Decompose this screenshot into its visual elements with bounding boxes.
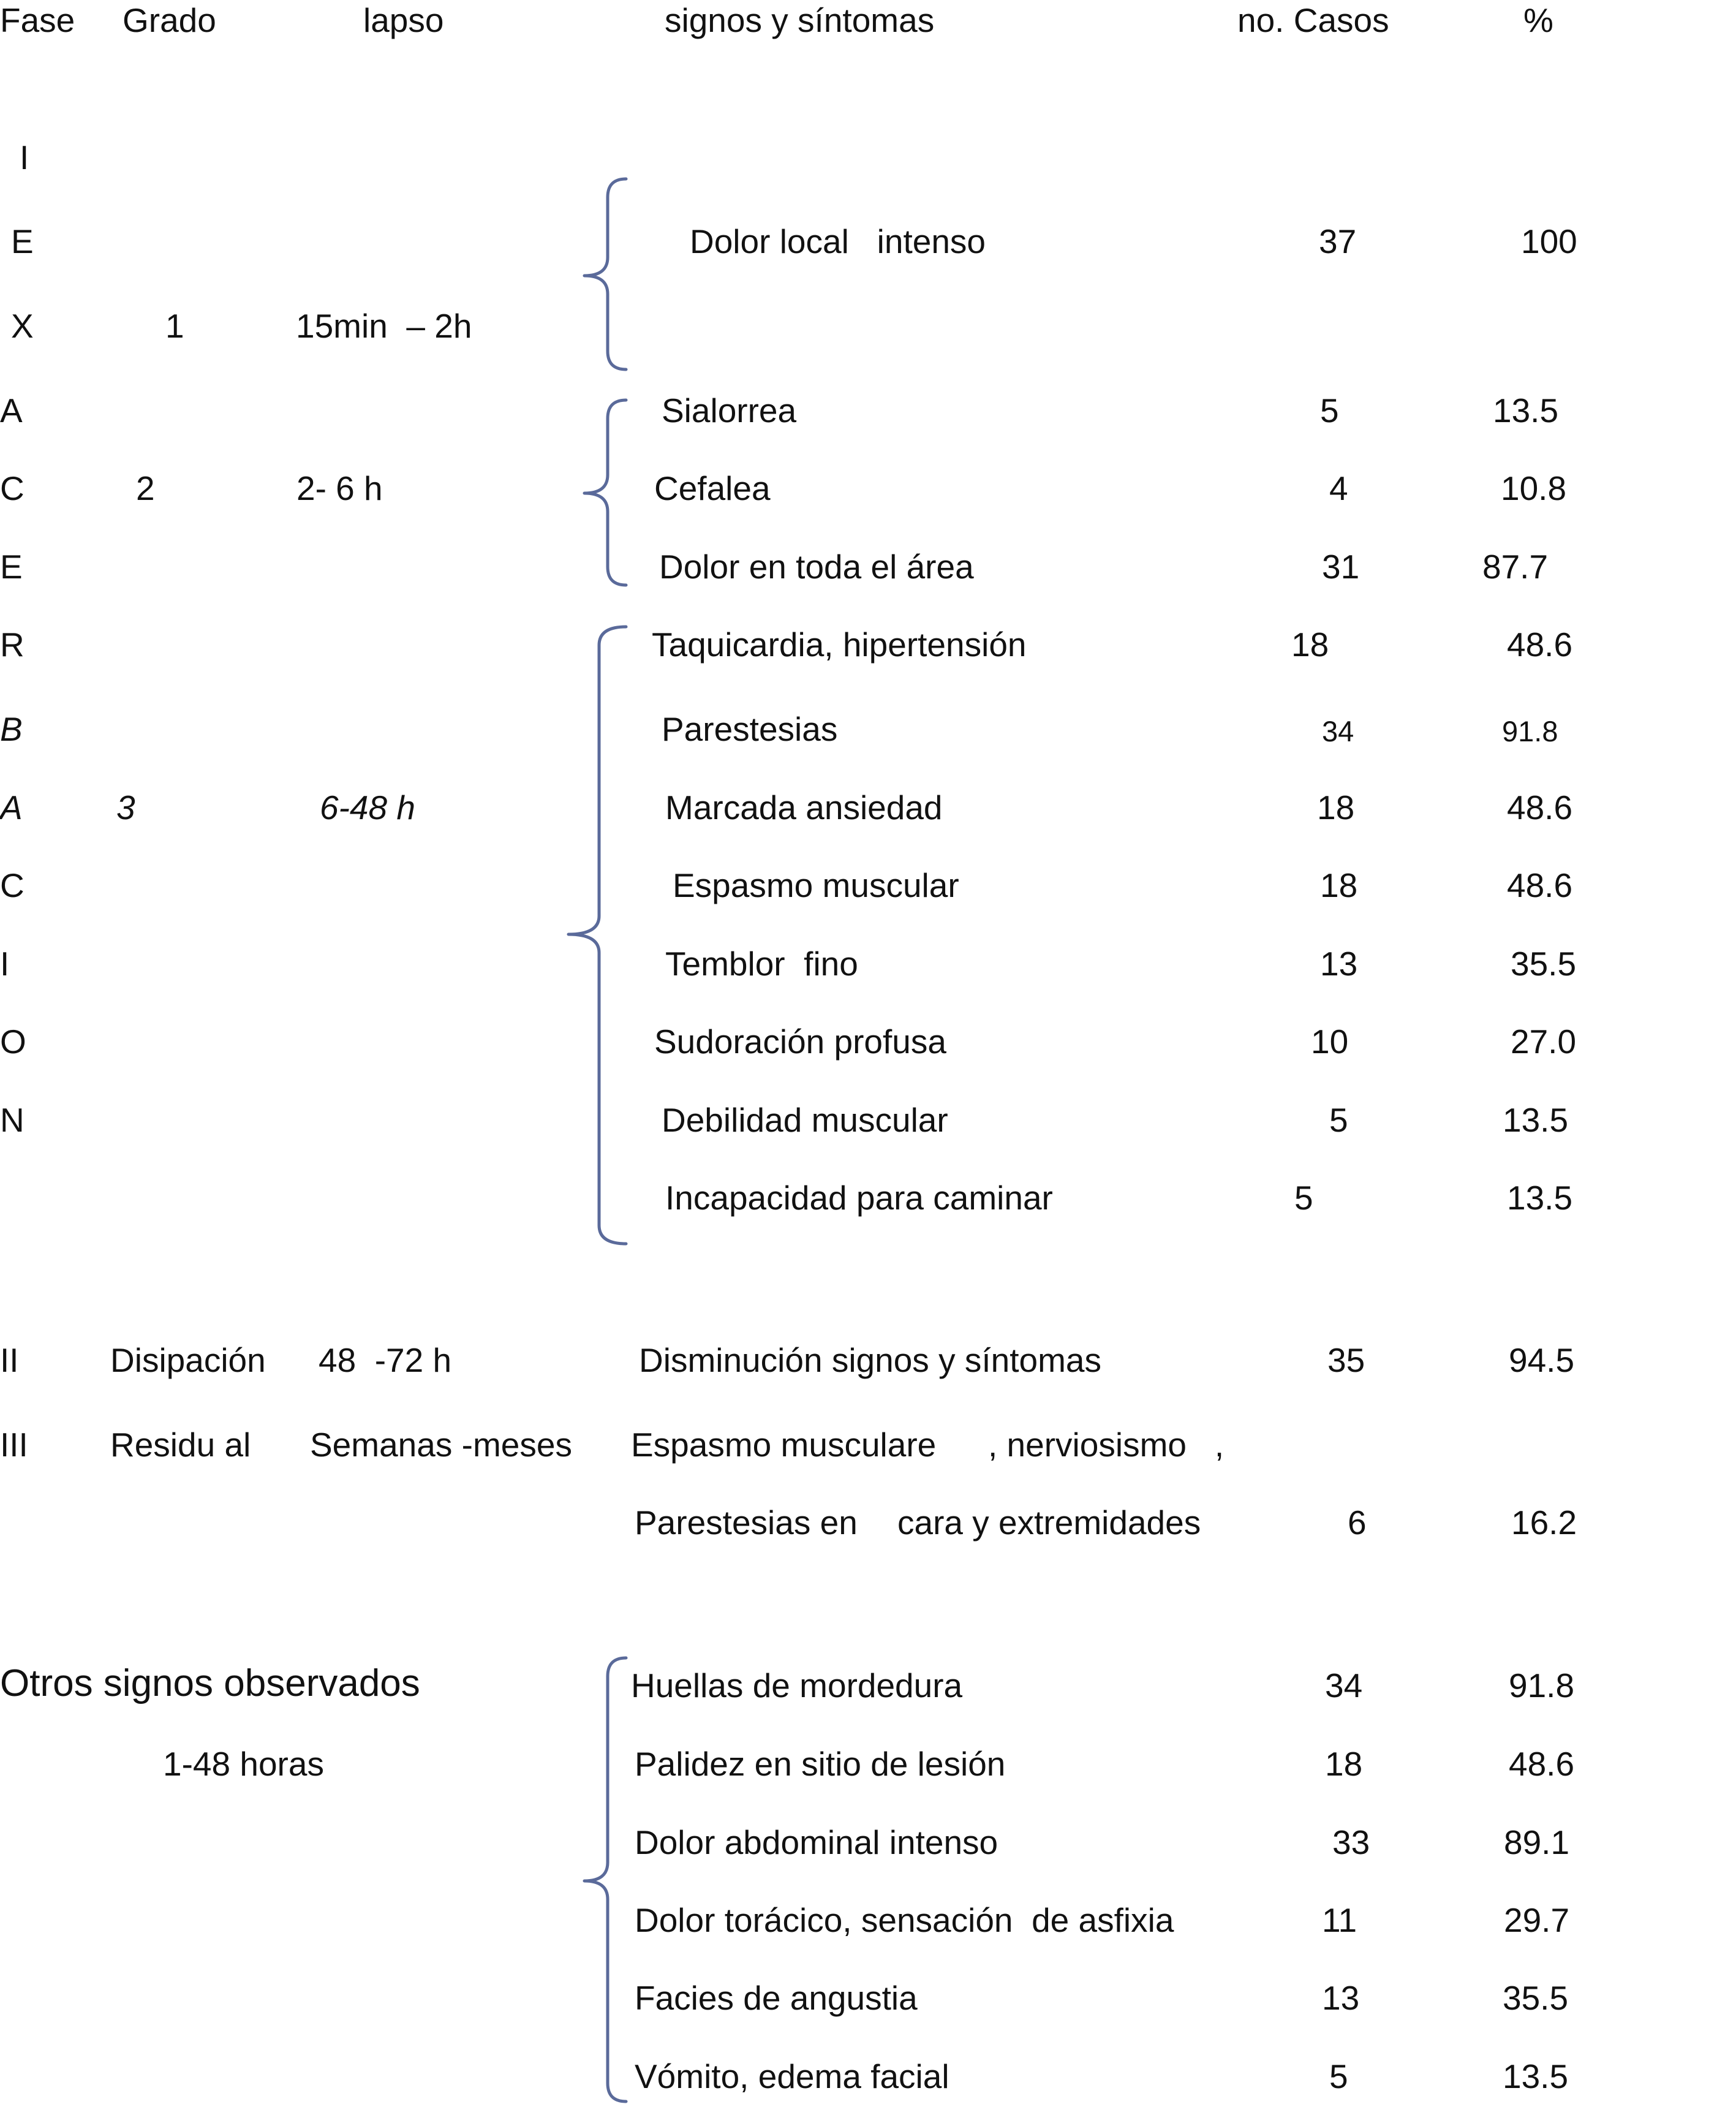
grade2-pct: 87.7 [1482, 548, 1549, 586]
phase2-lapso: 48 -72 h [319, 1341, 452, 1379]
grade2-sign: Sialorrea [662, 392, 797, 429]
grade3-sign: Sudoración profusa [654, 1023, 946, 1061]
grade3-cases: 18 [1291, 626, 1329, 664]
grade3-cases: 18 [1317, 789, 1355, 827]
fase-letter: A [0, 789, 23, 827]
fase-letter: I [0, 945, 10, 983]
fase-letter: A [0, 392, 23, 429]
grade1-sign: Dolor local intenso [690, 222, 986, 260]
fase-letter: E [0, 548, 23, 586]
otros-cases: 18 [1325, 1745, 1363, 1783]
grade2-cases: 5 [1320, 392, 1339, 429]
grade2-cases: 31 [1322, 548, 1360, 586]
grade3-pct: 91.8 [1502, 715, 1558, 747]
grade3-pct: 48.6 [1507, 789, 1573, 827]
bracket-grade3 [568, 627, 626, 1244]
grade2-sign: Cefalea [654, 469, 771, 507]
grade3-sign: Parestesias [662, 710, 838, 748]
grade3-pct: 13.5 [1503, 1101, 1569, 1139]
phase2-sign: Disminución signos y síntomas [639, 1341, 1102, 1379]
otros-lapso: 1-48 horas [163, 1745, 324, 1783]
fase-letter: R [0, 626, 25, 664]
otros-pct: 13.5 [1503, 2057, 1569, 2095]
otros-pct: 89.1 [1504, 1823, 1570, 1861]
phase3-grado: Residu al [110, 1426, 251, 1464]
otros-sign: Huellas de mordedura [631, 1666, 963, 1704]
grade3-grado: 3 [116, 789, 135, 827]
otros-cases: 13 [1322, 1979, 1360, 2017]
header-lapso: lapso [363, 1, 444, 39]
grade3-sign: Espasmo muscular [673, 866, 959, 904]
grade3-cases: 13 [1320, 945, 1358, 983]
grade2-sign: Dolor en toda el área [659, 548, 974, 586]
fase-letter: O [0, 1023, 26, 1061]
phase3-sign-line2-cont: cara y extremidades [897, 1504, 1201, 1541]
grade3-pct: 13.5 [1507, 1179, 1573, 1217]
phase2-cases: 35 [1327, 1341, 1365, 1379]
header-signos: signos y síntomas [665, 1, 935, 39]
otros-cases: 34 [1325, 1666, 1363, 1704]
phase2-grado: Disipación [110, 1341, 266, 1379]
header-pct: % [1523, 1, 1553, 39]
phase3-sign-line2: Parestesias en [635, 1504, 858, 1541]
fase-letter: E [11, 222, 34, 260]
phase3-lapso: Semanas -meses [310, 1426, 572, 1464]
fase-letter: C [0, 469, 25, 507]
otros-pct: 91.8 [1509, 1666, 1575, 1704]
grade2-grado: 2 [136, 469, 155, 507]
otros-pct: 48.6 [1509, 1745, 1575, 1783]
grade3-sign: Marcada ansiedad [665, 789, 943, 827]
header-grado: Grado [123, 1, 216, 39]
otros-sign: Vómito, edema facial [635, 2057, 949, 2095]
grade3-cases: 10 [1311, 1023, 1349, 1061]
phase2-fase: II [0, 1341, 19, 1379]
fase-letter: B [0, 710, 23, 748]
grade2-cases: 4 [1329, 469, 1348, 507]
grade3-cases: 34 [1322, 715, 1354, 747]
grade2-lapso: 2- 6 h [296, 469, 383, 507]
grade3-sign: Taquicardia, hipertensión [652, 626, 1027, 664]
grade3-sign: Temblor fino [665, 945, 858, 983]
otros-sign: Dolor abdominal intenso [635, 1823, 998, 1861]
phase2-pct: 94.5 [1509, 1341, 1575, 1379]
otros-cases: 11 [1322, 1901, 1357, 1939]
fase-letter: C [0, 866, 25, 904]
header-fase: Fase [0, 1, 75, 39]
otros-cases: 33 [1332, 1823, 1370, 1861]
otros-pct: 35.5 [1503, 1979, 1569, 2017]
grade3-sign: Debilidad muscular [662, 1101, 948, 1139]
phase3-cases: 6 [1348, 1504, 1367, 1541]
grade1-grado: 1 [165, 307, 184, 345]
grade3-cases: 5 [1294, 1179, 1313, 1217]
otros-sign: Palidez en sitio de lesión [635, 1745, 1006, 1783]
grade2-pct: 13.5 [1493, 392, 1559, 429]
bracket-otros [584, 1658, 626, 2101]
otros-pct: 29.7 [1504, 1901, 1570, 1939]
otros-sign: Dolor torácico, sensación de asfixia [635, 1901, 1174, 1939]
otros-cases: 5 [1329, 2057, 1348, 2095]
grade3-sign: Incapacidad para caminar [665, 1179, 1053, 1217]
otros-title: Otros signos observados [0, 1662, 420, 1704]
bracket-grade2 [584, 400, 626, 585]
fase-letter: X [11, 307, 34, 345]
phase3-sign-line1: Espasmo musculare [631, 1426, 937, 1464]
grade3-lapso: 6-48 h [320, 789, 415, 827]
grade3-pct: 35.5 [1511, 945, 1577, 983]
grade2-pct: 10.8 [1501, 469, 1567, 507]
bracket-grade1 [584, 179, 626, 369]
fase-numeral: I [20, 138, 29, 176]
fase-letter: N [0, 1101, 25, 1139]
grade3-cases: 18 [1320, 866, 1358, 904]
grade1-lapso: 15min – 2h [296, 307, 472, 345]
grade3-pct: 48.6 [1507, 866, 1573, 904]
grade3-cases: 5 [1329, 1101, 1348, 1139]
otros-sign: Facies de angustia [635, 1979, 918, 2017]
grade1-pct: 100 [1521, 222, 1577, 260]
header-casos: no. Casos [1237, 1, 1389, 39]
grade3-pct: 27.0 [1511, 1023, 1577, 1061]
grade3-pct: 48.6 [1507, 626, 1573, 664]
phase3-sign-line1-cont: , nerviosismo , [988, 1426, 1225, 1464]
grade1-cases: 37 [1319, 222, 1357, 260]
phase3-pct: 16.2 [1511, 1504, 1577, 1541]
phase3-fase: III [0, 1426, 28, 1464]
